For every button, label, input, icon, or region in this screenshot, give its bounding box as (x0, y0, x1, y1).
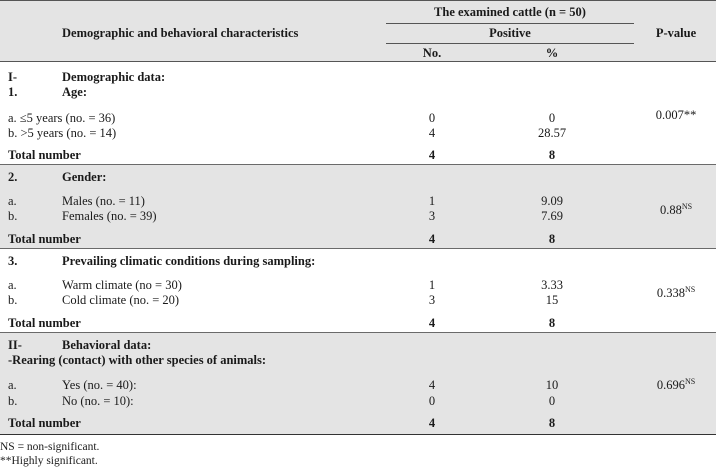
behavior-row-b-no: 0 (428, 394, 436, 408)
age-row-b-label: b. >5 years (no. = 14) (8, 126, 117, 140)
age-pvalue: 0.007** (655, 108, 697, 122)
header-bottom-rule (0, 61, 716, 62)
behavior-row-a-label: Yes (no. = 40): (62, 378, 137, 392)
behavior-subtitle: -Rearing (contact) with other species of animals: (8, 353, 267, 367)
behavior-total-pct: 8 (548, 416, 556, 430)
climate-row-b-no: 3 (428, 293, 436, 307)
climate-pvalue: $0.338^{NS}$ (656, 285, 696, 300)
gender-pvalue: $0.88^{NS}$ (659, 202, 693, 217)
climate-row-b-pct: 15 (545, 293, 559, 307)
climate-total-no: 4 (428, 316, 436, 330)
header-top-rule (0, 0, 716, 1)
climate-total-pct: 8 (548, 316, 556, 330)
behavior-row-a-no: 4 (428, 378, 436, 392)
footnote-ns: NS = non-significant. (0, 441, 100, 453)
climate-row-a-label: Warm climate (no = 30) (62, 278, 182, 292)
climate-row-b-label: Cold climate (no. = 20) (62, 293, 180, 307)
gender-row-b-no: 3 (428, 209, 436, 223)
table-bottom-rule (0, 434, 716, 435)
age-title: Age: (62, 85, 87, 99)
age-row-b-pct: 28.57 (537, 126, 567, 140)
header-percent: % (545, 46, 559, 60)
behavior-total-no: 4 (428, 416, 436, 430)
behavior-row-a-pct: 10 (545, 378, 559, 392)
age-row-b-no: 4 (428, 126, 436, 140)
header-examined-cattle: The examined cattle (n = 50) (434, 5, 586, 19)
age-row-a-pct: 0 (548, 111, 556, 125)
gender-row-b-index: b. (8, 209, 18, 223)
climate-row-b-index: b. (8, 293, 18, 307)
gender-row-a-pct: 9.09 (541, 194, 563, 208)
age-row-a-label: a. ≤5 years (no. = 36) (8, 111, 116, 125)
climate-row-a-index: a. (8, 278, 17, 292)
gender-total-label: Total number (8, 232, 81, 246)
climate-number: 3. (8, 254, 18, 268)
gender-title: Gender: (62, 170, 107, 184)
section-number: I- (8, 70, 18, 84)
section-title: Demographic data: (62, 70, 166, 84)
header-characteristics: Demographic and behavioral characteristics (62, 26, 299, 40)
gender-row-b-pct: 7.69 (541, 209, 563, 223)
behavior-pvalue: $0.696^{NS}$ (656, 377, 696, 392)
header-positive-rule (386, 43, 634, 44)
header-group-rule (386, 23, 634, 24)
gender-row-b-label: Females (no. = 39) (62, 209, 157, 223)
age-number: 1. (8, 85, 18, 99)
climate-title: Prevailing climatic conditions during sampling: (62, 254, 316, 268)
age-total-label: Total number (8, 148, 81, 162)
behavior-row-a-index: a. (8, 378, 17, 392)
row-divider (0, 248, 716, 249)
header-no: No. (422, 46, 442, 60)
gender-total-no: 4 (428, 232, 436, 246)
behavior-section-title: Behavioral data: (62, 338, 152, 352)
footnote-highly-significant: **Highly significant. (0, 455, 98, 467)
climate-row-a-no: 1 (428, 278, 436, 292)
gender-row-a-index: a. (8, 194, 17, 208)
behavior-total-label: Total number (8, 416, 81, 430)
gender-row-a-no: 1 (428, 194, 436, 208)
age-row-a-no: 0 (428, 111, 436, 125)
header-pvalue: P-value (655, 26, 697, 40)
behavior-row-b-label: No (no. = 10): (62, 394, 134, 408)
gender-row-a-label: Males (no. = 11) (62, 194, 145, 208)
climate-row-a-pct: 3.33 (541, 278, 563, 292)
gender-total-pct: 8 (548, 232, 556, 246)
header-positive: Positive (489, 26, 531, 40)
gender-number: 2. (8, 170, 18, 184)
behavior-row-b-index: b. (8, 394, 18, 408)
age-total-no: 4 (428, 148, 436, 162)
behavior-section-number: II- (8, 338, 22, 352)
climate-total-label: Total number (8, 316, 81, 330)
age-total-pct: 8 (548, 148, 556, 162)
behavior-row-b-pct: 0 (548, 394, 556, 408)
